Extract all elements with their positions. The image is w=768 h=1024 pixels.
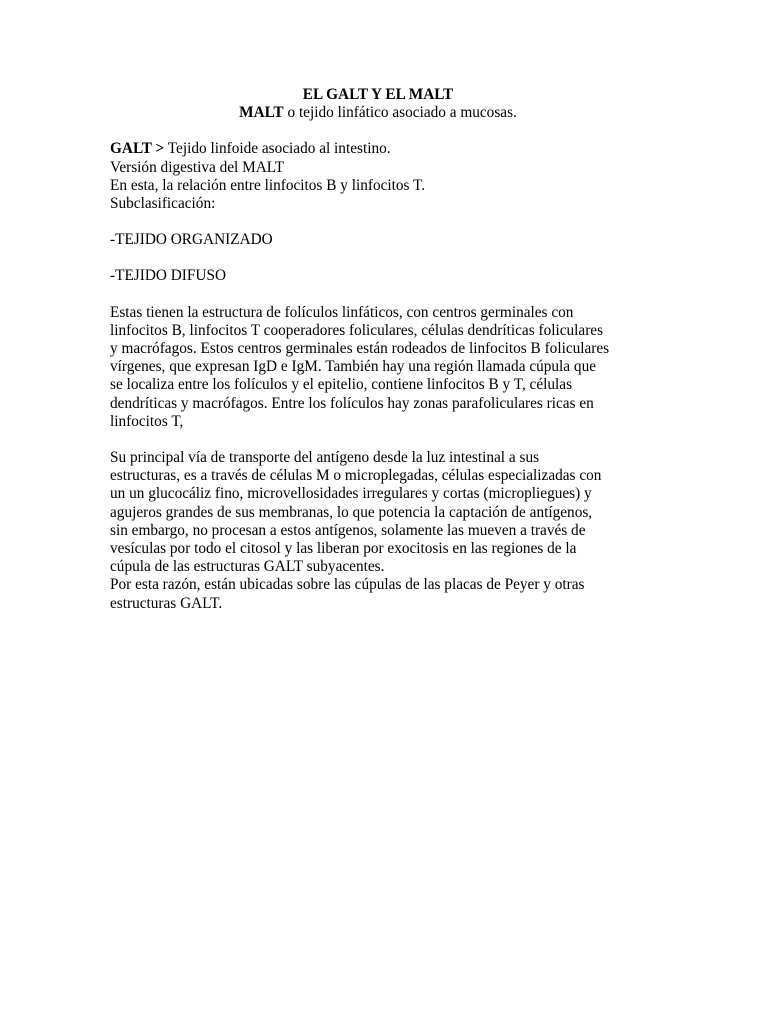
document-body (110, 86, 670, 613)
organized-tissue-item: -TEJIDO ORGANIZADO (110, 231, 273, 249)
galt-definition-line (110, 140, 670, 158)
paragraph-transport: Su principal vía de transporte del antígeno desde la luz intestinal a sus estructuras, es a través de células M o microplegadas, células especializadas con un un glucocáliz fino, microvellosidades irregulares y cortas (micropliegues) y agujeros grandes de sus membranas, lo que potencia la captación de antígenos, sin embargo, no procesan a estos antígenos, solamente las mueven a través de vesículas por todo el citosol y las liberan por exocitosis en las regiones de la cúpula de las estructuras GALT subyacentes. (110, 449, 602, 576)
version-line: Versión digestiva del MALT (110, 158, 285, 176)
malt-definition: o tejido linfático asociado a mucosas. (283, 104, 517, 122)
diffuse-tissue-item: -TEJIDO DIFUSO (110, 267, 226, 285)
paragraph-location: Por esta razón, están ubicadas sobre las cúpulas de las placas de Peyer y otras estructuras GALT. (110, 576, 585, 612)
relation-line: En esta, la relación entre linfocitos B y linfocitos T. (110, 176, 426, 194)
subclassification-line: Subclasificación: (110, 195, 216, 213)
document-subtitle (110, 104, 646, 122)
galt-definition: Tejido linfoide asociado al intestino. (164, 140, 391, 158)
paragraph-structure: Estas tienen la estructura de folículos linfáticos, con centros germinales con linfocitos B, linfocitos T cooperadores foliculares, células dendríticas foliculares y macrófagos. Estos centros germinales están rodeados de linfocitos B foliculares vírgenes, que expresan IgD e IgM. También hay una región llamada cúpula que se localiza entre los folículos y el epitelio, contiene linfocitos B y T, células dendríticas y macrófagos. Entre los folículos hay zonas parafoliculares ricas en linfocitos T, (110, 303, 610, 430)
malt-term: MALT (239, 104, 284, 122)
galt-term: GALT > (110, 140, 165, 158)
document-title: EL GALT Y EL MALT (302, 86, 454, 103)
